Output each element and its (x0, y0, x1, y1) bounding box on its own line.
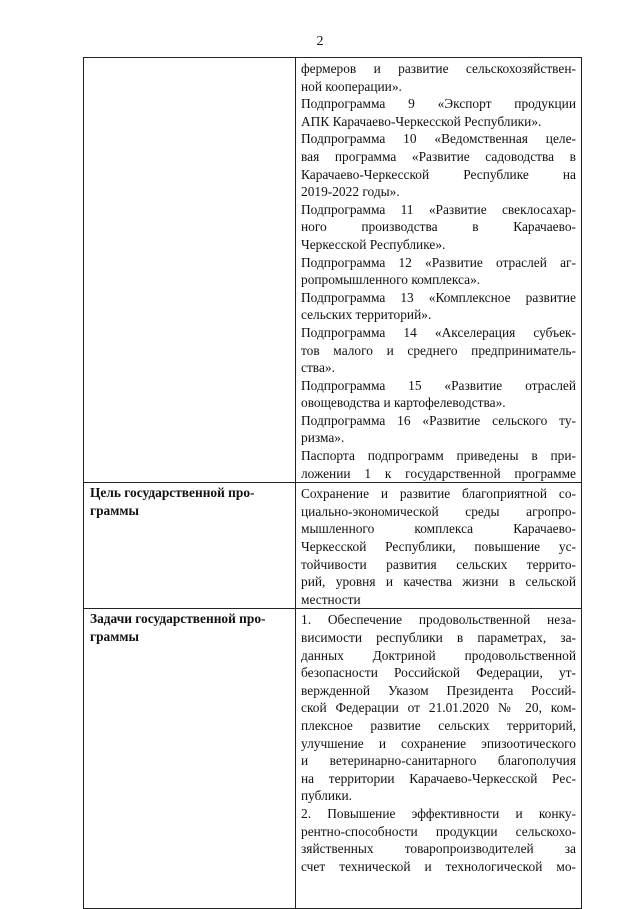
content-line: Черкесской Республике». (301, 236, 446, 252)
content-line: плексное развитие сельских территорий, (301, 717, 576, 733)
page-number: 2 (316, 34, 324, 49)
row-content (296, 609, 582, 909)
table-row (84, 483, 582, 609)
content-line: 1. Обеспечение продовольственной неза- (301, 612, 576, 628)
content-line: рий, уровня и качества жизни в сельской (301, 574, 576, 590)
content-line: безопасности Российской Федерации, ут- (301, 665, 576, 681)
row-label (84, 483, 296, 609)
content-line: сельских территорий». (301, 307, 432, 323)
table-row (84, 609, 582, 909)
row-label (84, 58, 296, 483)
content-line: Подпрограмма 12 «Развитие отраслей аг- (301, 254, 576, 270)
table-row (84, 58, 582, 483)
content-line: ства». (301, 360, 335, 376)
row-label-line: граммы (90, 629, 139, 644)
content-line: на территории Карачаево-Черкесской Рес- (301, 770, 576, 786)
content-line: 2019-2022 годы». (301, 184, 400, 200)
row-label-line: Задачи государственной про- (90, 611, 266, 627)
content-line: Подпрограмма 11 «Развитие свеклосахар- (301, 201, 576, 217)
content-line: данных Доктриной продовольственной (301, 647, 576, 663)
content-line: ложении 1 к государственной программе (301, 465, 576, 481)
content-line: тов малого и среднего предприниматель- (301, 342, 576, 358)
content-line: улучшение и сохранение эпизоотического (301, 735, 576, 751)
content-line: вержденной Указом Президента Россий- (301, 682, 576, 698)
content-line: ного производства в Карачаево- (301, 219, 576, 235)
content-line: вая программа «Развитие садоводства в (301, 148, 576, 164)
row-label (84, 609, 296, 909)
content-line: Подпрограмма 15 «Развитие отраслей (301, 377, 576, 393)
content-line: Паспорта подпрограмм приведены в при- (301, 448, 576, 464)
content-line: публики. (301, 788, 353, 804)
content-line: 2. Повышение эффективности и конку- (301, 805, 576, 821)
content-line: АПК Карачаево-Черкесской Республики». (301, 113, 542, 129)
content-line: мышленного комплекса Карачаево- (301, 521, 576, 537)
content-line: овощеводства и картофелеводства». (301, 395, 506, 411)
content-line: Подпрограмма 16 «Развитие сельского ту- (301, 412, 576, 428)
content-line: зяйственных товаропроизводителей за (301, 841, 576, 857)
row-content (296, 483, 582, 609)
content-line: рентно-способности продукции сельскохо- (301, 823, 576, 839)
content-line: и ветеринарно-санитарного благополучия (301, 753, 576, 769)
content-line: Подпрограмма 10 «Ведомственная целе- (301, 131, 576, 147)
content-line: Сохранение и развитие благоприятной со- (301, 486, 576, 502)
row-label-line: граммы (90, 502, 139, 518)
content-line: фермеров и развитие сельскохозяйствен- (301, 61, 576, 76)
content-line: ной кооперации». (301, 78, 402, 94)
row-label-line: Цель государственной про- (90, 485, 255, 501)
passport-table (83, 57, 582, 909)
content-line: Черкесской Республики, повышение ус- (301, 539, 576, 555)
content-line: тойчивости развития сельских террито- (301, 556, 576, 572)
content-line: счет технической и технологической мо- (301, 858, 576, 874)
content-line: Подпрограмма 9 «Экспорт продукции (301, 96, 576, 112)
content-line: ской Федерации от 21.01.2020 № 20, ком- (301, 700, 576, 716)
content-line: висимости республики в параметрах, за- (301, 630, 576, 645)
content-line: Карачаево-Черкесской Республике на (301, 166, 576, 182)
row-content (296, 58, 582, 483)
content-line: Подпрограмма 14 «Акселерация субъек- (301, 324, 576, 340)
content-line: Подпрограмма 13 «Комплексное развитие (301, 289, 576, 305)
content-line: ризма». (301, 430, 345, 446)
content-line: ропромышленного комплекса». (301, 272, 481, 288)
content-line: циально-экономической среды агропро- (301, 503, 576, 519)
content-line: местности (301, 591, 361, 607)
